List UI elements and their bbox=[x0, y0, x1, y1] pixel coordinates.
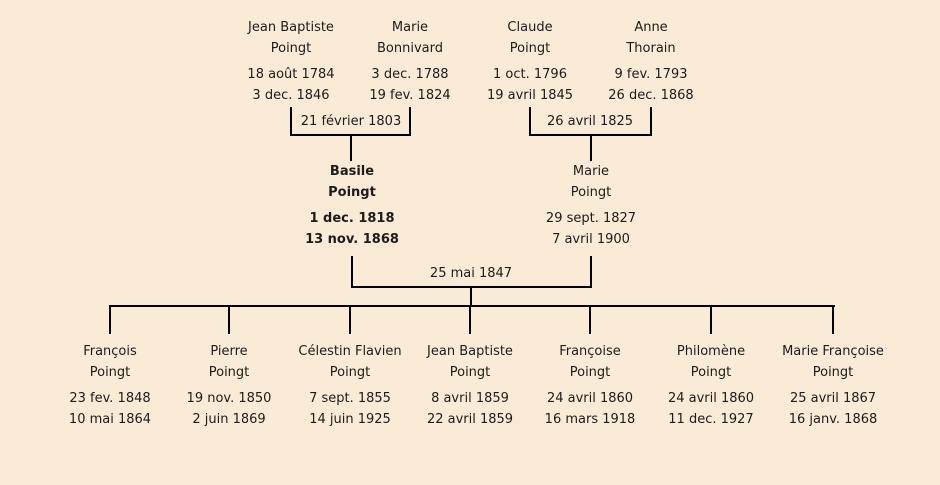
person-card-basile-poingt bbox=[282, 161, 422, 250]
death-date: 7 avril 1900 bbox=[552, 232, 630, 247]
person-given-name: Célestin Flavien bbox=[298, 344, 402, 359]
marriage-date-label: 26 avril 1825 bbox=[546, 114, 634, 129]
person-surname: Poingt bbox=[208, 365, 250, 380]
person-given-name: Marie bbox=[391, 20, 429, 35]
connector-line bbox=[590, 136, 592, 161]
sibling-bar bbox=[109, 305, 835, 307]
death-date: 11 dec. 1927 bbox=[668, 412, 754, 427]
death-date: 19 fev. 1824 bbox=[369, 88, 451, 103]
death-date: 14 juin 1925 bbox=[309, 412, 391, 427]
birth-date: 24 avril 1860 bbox=[667, 391, 755, 406]
death-date: 10 mai 1864 bbox=[68, 412, 152, 427]
marriage-date-label: 25 mai 1847 bbox=[429, 266, 513, 281]
person-surname: Poingt bbox=[569, 365, 611, 380]
person-surname: Poingt bbox=[690, 365, 732, 380]
person-surname: Thorain bbox=[626, 41, 676, 56]
birth-date: 23 fev. 1848 bbox=[69, 391, 151, 406]
connector-line bbox=[228, 305, 230, 334]
person-card-anne-thorain bbox=[581, 17, 721, 106]
person-surname: Poingt bbox=[329, 365, 371, 380]
connector-line bbox=[589, 305, 591, 334]
connector-line bbox=[351, 256, 353, 288]
birth-date: 8 avril 1859 bbox=[431, 391, 509, 406]
person-given-name: François bbox=[83, 344, 137, 359]
person-surname: Poingt bbox=[570, 185, 612, 200]
person-given-name: Basile bbox=[329, 164, 375, 179]
birth-date: 19 nov. 1850 bbox=[186, 391, 272, 406]
death-date: 22 avril 1859 bbox=[426, 412, 514, 427]
death-date: 13 nov. 1868 bbox=[305, 232, 399, 247]
person-surname: Poingt bbox=[89, 365, 131, 380]
connector-line bbox=[349, 305, 351, 334]
person-surname: Poingt bbox=[328, 185, 376, 200]
birth-date: 3 dec. 1788 bbox=[371, 67, 449, 82]
connector-line bbox=[350, 136, 352, 161]
person-surname: Poingt bbox=[449, 365, 491, 380]
person-surname: Poingt bbox=[270, 41, 312, 56]
person-given-name: Françoise bbox=[559, 344, 621, 359]
person-card-philomene-poingt bbox=[641, 341, 781, 430]
person-given-name: Marie bbox=[572, 164, 610, 179]
person-card-claude-poingt bbox=[460, 17, 600, 106]
person-given-name: Pierre bbox=[210, 344, 248, 359]
death-date: 19 avril 1845 bbox=[486, 88, 574, 103]
death-date: 16 janv. 1868 bbox=[788, 412, 878, 427]
birth-date: 7 sept. 1855 bbox=[309, 391, 391, 406]
person-card-pierre-poingt bbox=[159, 341, 299, 430]
birth-date: 1 dec. 1818 bbox=[309, 211, 395, 226]
death-date: 3 dec. 1846 bbox=[252, 88, 330, 103]
person-surname: Poingt bbox=[812, 365, 854, 380]
connector-line bbox=[832, 305, 834, 334]
person-card-francoise-poingt bbox=[520, 341, 660, 430]
birth-date: 1 oct. 1796 bbox=[493, 67, 567, 82]
death-date: 2 juin 1869 bbox=[192, 412, 266, 427]
person-card-marie-bonnivard bbox=[340, 17, 480, 106]
person-surname: Poingt bbox=[509, 41, 551, 56]
person-given-name: Marie Françoise bbox=[782, 344, 884, 359]
person-card-jean-baptiste-poingt-child bbox=[400, 341, 540, 430]
connector-line bbox=[109, 305, 111, 334]
birth-date: 29 sept. 1827 bbox=[545, 211, 637, 226]
death-date: 16 mars 1918 bbox=[544, 412, 636, 427]
connector-line bbox=[469, 305, 471, 334]
connector-line bbox=[590, 256, 592, 288]
person-card-marie-poingt bbox=[521, 161, 661, 250]
person-card-celestin-flavien-poingt bbox=[280, 341, 420, 430]
person-given-name: Philomène bbox=[676, 344, 746, 359]
person-given-name: Jean Baptiste bbox=[248, 20, 334, 35]
person-given-name: Claude bbox=[507, 20, 553, 35]
connector-line bbox=[710, 305, 712, 334]
person-given-name: Jean Baptiste bbox=[427, 344, 513, 359]
birth-date: 25 avril 1867 bbox=[789, 391, 877, 406]
death-date: 26 dec. 1868 bbox=[608, 88, 694, 103]
birth-date: 9 fev. 1793 bbox=[614, 67, 688, 82]
birth-date: 18 août 1784 bbox=[247, 67, 335, 82]
person-surname: Bonnivard bbox=[377, 41, 443, 56]
person-given-name: Anne bbox=[634, 20, 668, 35]
marriage-date-label: 21 février 1803 bbox=[300, 114, 402, 129]
person-card-marie-francoise-poingt bbox=[763, 341, 903, 430]
birth-date: 24 avril 1860 bbox=[546, 391, 634, 406]
